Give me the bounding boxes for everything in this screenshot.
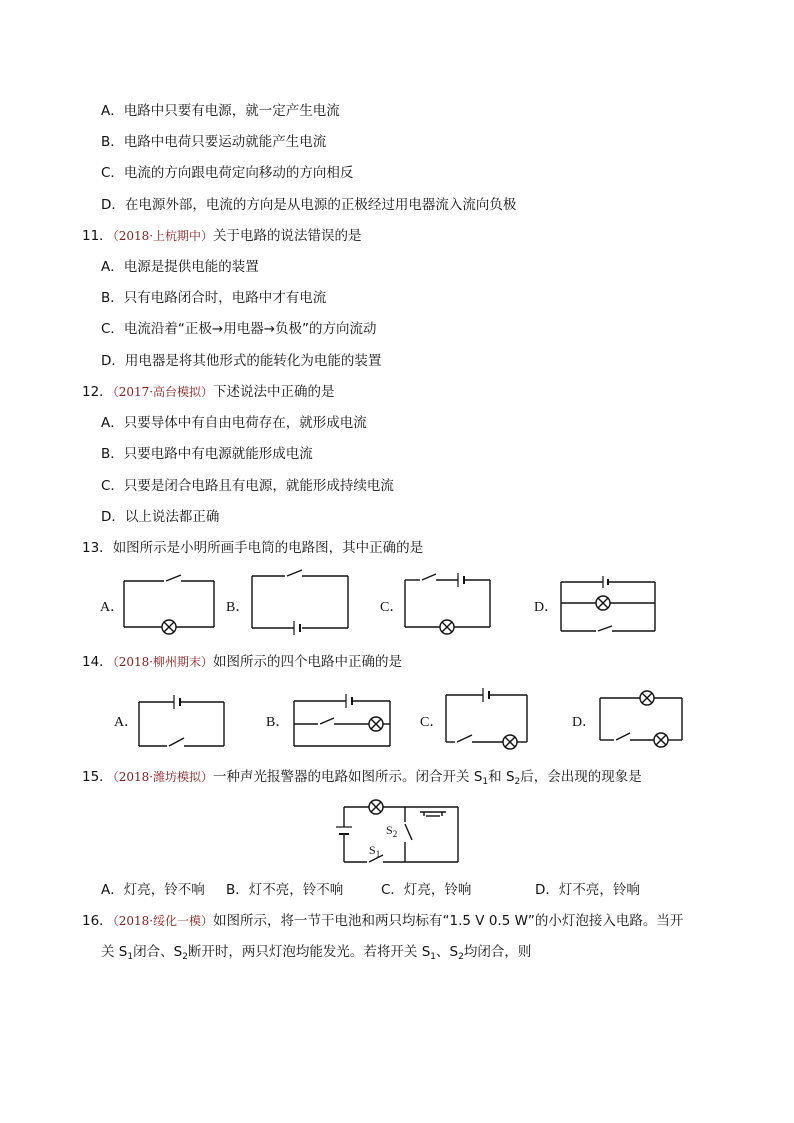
q15-s1-letter: S xyxy=(369,843,376,857)
q15-option-b: B．灯不亮，铃不响 xyxy=(226,882,344,898)
q11-text: 关于电路的说法错误的是 xyxy=(213,228,362,244)
q15-text-before: 一种声光报警器的电路如图所示。闭合开关 S xyxy=(213,769,483,785)
q15-sub1: 1 xyxy=(482,777,489,787)
q10-option-d: D．在电源外部，电流的方向是从电源的正极经过用电器流入流向负极 xyxy=(101,197,517,213)
q15-s2-label xyxy=(386,823,397,839)
q15-sub2: 2 xyxy=(514,777,521,787)
q16-text2c: 断开时，两只灯泡均能发光。若将开关 S xyxy=(187,944,431,960)
q14-text: 如图所示的四个电路中正确的是 xyxy=(213,654,403,670)
q13-label-d: D． xyxy=(534,600,559,615)
q12-option-d: D．以上说法都正确 xyxy=(101,509,220,525)
q15-option-d: D．灯不亮，铃响 xyxy=(535,882,640,898)
q11-source: （2018·上杭期中） xyxy=(112,229,214,243)
q15-option-a: A．灯亮，铃不响 xyxy=(101,882,205,898)
q14-label-c: C． xyxy=(420,715,444,730)
q15-option-c: C．灯亮，铃响 xyxy=(381,882,472,898)
q12-option-b: B．只要电路中有电源就能形成电流 xyxy=(101,446,313,462)
q15-number: 15． xyxy=(82,769,113,785)
q16-sub-a: 1 xyxy=(127,952,134,962)
q16-text2d: 、S xyxy=(436,944,459,960)
q16-stem-line1 xyxy=(82,912,683,930)
q16-source: （2018·绥化一模） xyxy=(112,914,214,928)
q11-option-d: D．用电器是将其他形式的能转化为电能的装置 xyxy=(101,353,382,369)
q12-text: 下述说法中正确的是 xyxy=(213,384,335,400)
q12-option-c: C．只要是闭合电路且有电源，就能形成持续电流 xyxy=(101,478,394,494)
q13-number: 13． xyxy=(82,540,113,556)
q11-option-b: B．只有电路闭合时，电路中才有电流 xyxy=(101,290,327,306)
q10-option-a: A．电路中只要有电源，就一定产生电流 xyxy=(101,103,340,119)
q12-option-a: A．只要导体中有自由电荷存在，就形成电流 xyxy=(101,415,367,431)
q11-option-c: C．电流沿着“正极→用电器→负极”的方向流动 xyxy=(101,321,377,337)
q15-s1-label xyxy=(369,843,380,859)
q15-text-mid: 和 S xyxy=(488,769,515,785)
q10-option-b: B．电路中电荷只要运动就能产生电流 xyxy=(101,134,327,150)
q16-text1: 如图所示，将一节干电池和两只均标有“1.5 V 0.5 W”的小灯泡接入电路。当开 xyxy=(213,913,684,929)
q15-s1-sub: 1 xyxy=(375,849,381,859)
q14-number: 14． xyxy=(82,654,113,670)
q13-label-a: A． xyxy=(100,600,125,615)
q15-s2-letter: S xyxy=(386,823,393,837)
q16-text2a: 关 S xyxy=(101,944,128,960)
q14-label-b: B． xyxy=(266,715,290,730)
q15-source: （2018·潍坊模拟） xyxy=(112,770,214,784)
q16-number: 16． xyxy=(82,913,113,929)
q13-label-c: C． xyxy=(380,600,404,615)
q15-text-after: 后，会出现的现象是 xyxy=(520,769,642,785)
q16-text2b: 闭合、S xyxy=(133,944,183,960)
q14-label-d: D． xyxy=(572,715,597,730)
q13-text: 如图所示是小明所画手电筒的电路图，其中正确的是 xyxy=(112,540,424,556)
q16-text2e: 均闭合，则 xyxy=(463,944,532,960)
q10-option-c: C．电流的方向跟电荷定向移动的方向相反 xyxy=(101,165,354,181)
q12-source: （2017·高台模拟） xyxy=(112,385,214,399)
q11-number: 11． xyxy=(82,228,113,244)
q14-label-a: A． xyxy=(114,715,139,730)
q16-sub-c: 1 xyxy=(430,952,437,962)
q16-stem-line2 xyxy=(101,943,531,966)
q16-sub-d: 2 xyxy=(458,952,464,962)
q11-option-a: A．电源是提供电能的装置 xyxy=(101,259,259,275)
q15-s2-sub: 2 xyxy=(392,829,398,839)
q12-number: 12． xyxy=(82,384,113,400)
q14-source: （2018·柳州期末） xyxy=(112,655,214,669)
q13-label-b: B． xyxy=(226,600,250,615)
q16-sub-b: 2 xyxy=(182,952,188,962)
